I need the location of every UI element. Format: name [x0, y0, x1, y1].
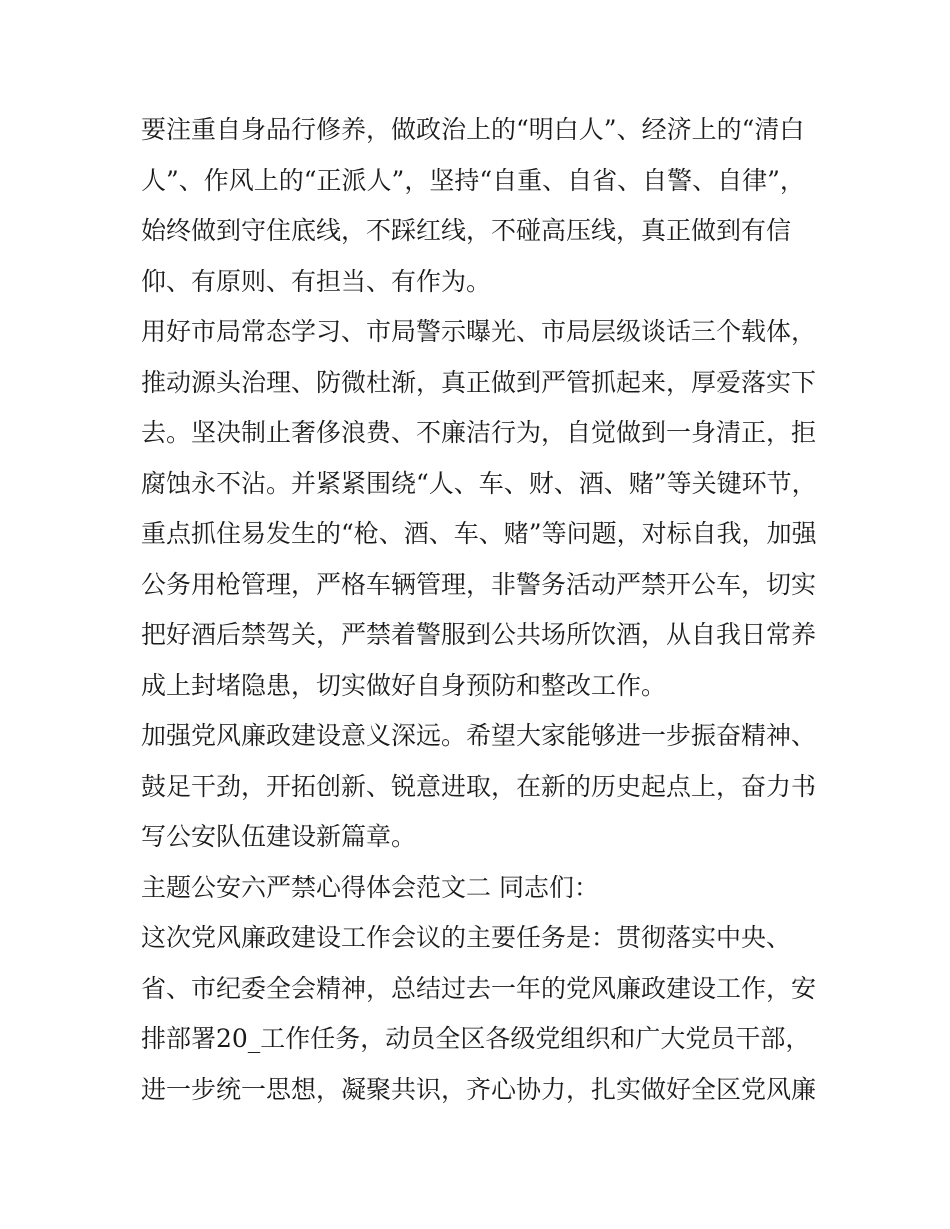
text-line: 仰、有原则、有担当、有作为。	[141, 267, 492, 296]
text-line: 推动源头治理、防微杜渐，真正做到严管抓起来，厚爱落实下	[141, 368, 817, 397]
text-line: 把好酒后禁驾关，严禁着警服到公共场所饮酒，从自我日常养	[141, 620, 817, 649]
text-line: 去。坚决制止奢侈浪费、不廉洁行为，自觉做到一身清正，拒	[141, 418, 817, 447]
text-line: 进一步统一思想，凝聚共识，齐心协力，扎实做好全区党风廉	[141, 1075, 817, 1104]
section-heading-line: 主题公安六严禁心得体会范文二 同志们：	[141, 873, 599, 902]
text-line: 用好市局常态学习、市局警示曝光、市局层级谈话三个载体，	[141, 317, 817, 346]
text-line: 写公安队伍建设新篇章。	[141, 822, 417, 851]
text-line: 要注重自身品行修养，做政治上的“明白人”、经济上的“清白	[141, 115, 805, 144]
text-line: 加强党风廉政建设意义深远。希望大家能够进一步振奋精神、	[141, 721, 817, 750]
text-line: 鼓足干劲，开拓创新、锐意进取，在新的历史起点上，奋力书	[141, 772, 817, 801]
text-line: 始终做到守住底线，不踩红线，不碰高压线，真正做到有信	[141, 216, 792, 245]
text-line: 人”、作风上的“正派人”，坚持“自重、自省、自警、自律”，	[141, 166, 805, 195]
text-line: 腐蚀永不沾。并紧紧围绕“人、车、财、酒、赌”等关键环节，	[141, 469, 817, 498]
text-line: 省、市纪委全会精神，总结过去一年的党风廉政建设工作，安	[141, 974, 817, 1003]
text-line: 公务用枪管理，严格车辆管理，非警务活动严禁开公车，切实	[141, 570, 817, 599]
text-line: 成上封堵隐患，切实做好自身预防和整改工作。	[141, 671, 667, 700]
text-line: 排部署20_工作任务，动员全区各级党组织和广大党员干部，	[141, 1024, 811, 1053]
text-line: 这次党风廉政建设工作会议的主要任务是：贯彻落实中央、	[141, 923, 792, 952]
text-line: 重点抓住易发生的“枪、酒、车、赌”等问题，对标自我，加强	[141, 519, 817, 548]
